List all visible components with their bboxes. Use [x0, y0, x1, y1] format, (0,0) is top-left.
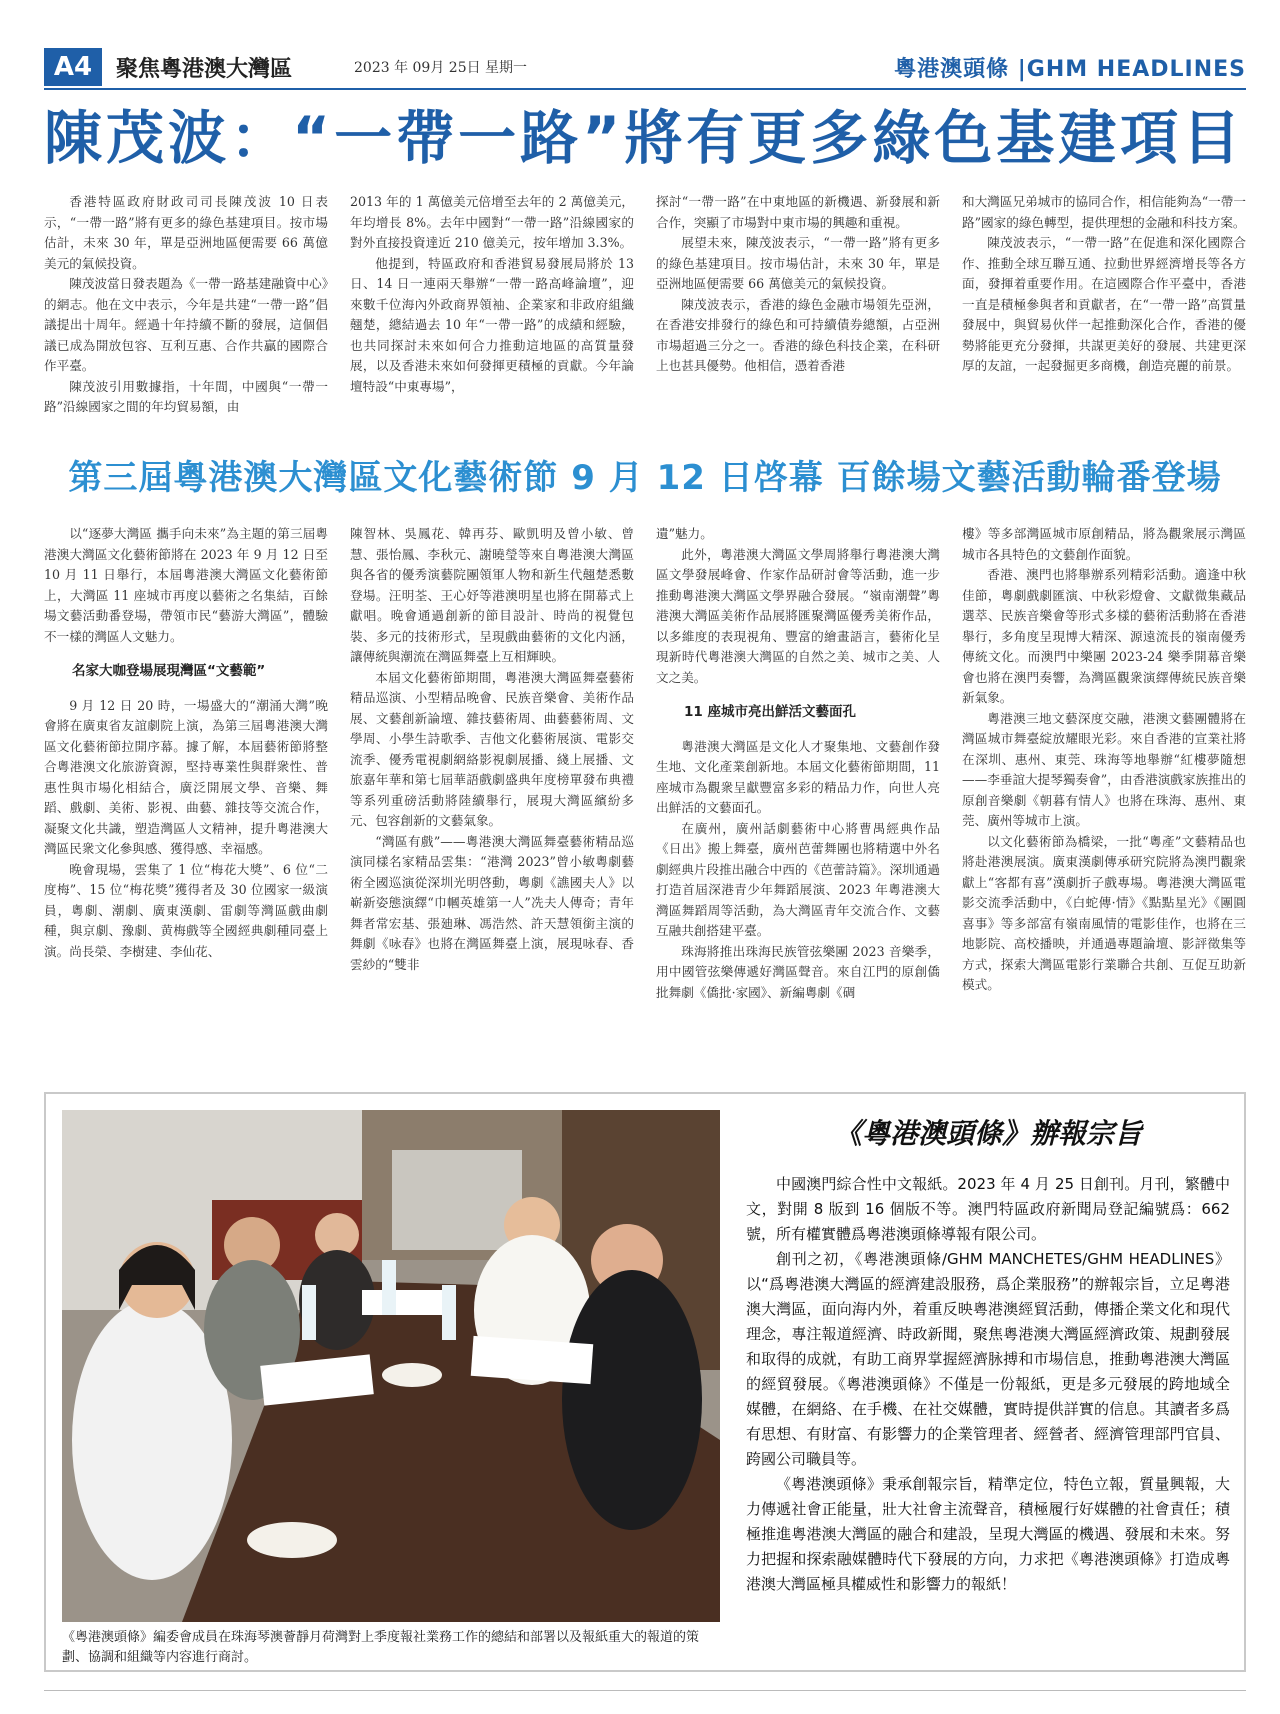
article1-body — [44, 192, 1246, 434]
paragraph: 粵港澳大灣區是文化人才聚集地、文藝創作發生地、文化產業創新地。本屆文化藝術節期間，11 座城市為觀衆呈獻豐富多彩的精品力作，向世人亮出鮮活的文藝面孔。 — [656, 738, 940, 815]
paragraph: 本屆文化藝術節期間，粵港澳大灣區舞臺藝術精品巡演、小型精品晚會、民族音樂會、美術作品展、文藝創新論壇、雜技藝術周、曲藝藝術周、文學周、小學生詩歌季、吉他文化藝術展演、電影交流季、優秀電視劇網絡影視劇展播、綫上展播、文旅嘉年華和第七屆華語戲劇盛典年度榜單發布典禮等系列重磅活動將陸續舉行，展現大灣區繽紛多元、包容創新的文藝氣象。 — [350, 669, 634, 828]
article1-column — [962, 192, 1246, 434]
paragraph: 陳茂波引用數據指，十年間，中國與“一帶一路”沿線國家之間的年均貿易額，由 — [44, 378, 328, 414]
page-header — [44, 48, 1246, 88]
meeting-photo-illustration — [62, 1110, 720, 1622]
paragraph: 探討“一帶一路”在中東地區的新機遇、新發展和新合作，突顯了市場對中東市場的興趣和重視。 — [656, 194, 940, 230]
section-name: 聚焦粵港澳大灣區 — [116, 57, 293, 82]
paragraph: “灣區有戲”——粵港澳大灣區舞臺藝術精品巡演同樣名家精品雲集：“港灣 2023”曾小敏粵劇藝術全國巡演從深圳光明啓動，粵劇《譙國夫人》以嶄新姿態演繹“巾幗英雄第一人”冼夫人傳奇；青年舞者常宏基、張廸琳、馮浩然、許天慧領銜主演的舞劇《咏春》也將在灣區舞臺上演，展現咏春、香雲紗的“雙非 — [350, 833, 634, 972]
paragraph: 陳茂波當日發表題為《一帶一路基建融資中心》的網志。他在文中表示，今年是共建“一帶一路”倡議提出十周年。經過十年持續不斷的發展，這個倡議已成為開放包容、互利互惠、合作共贏的國際合作平臺。 — [44, 276, 328, 373]
paragraph: 粵港澳三地文藝深度交融，港澳文藝團體將在灣區城市舞臺綻放耀眼光彩。來自香港的宣業社將在深圳、惠州、東莞、珠海等地舉辦“紅樓夢隨想——李垂誼大提琴獨奏會”，由香港演戲家族推出的原創音樂劇《朝暮有情人》也將在珠海、惠州、東莞、廣州等城市上演。 — [962, 710, 1246, 828]
paragraph: 陳智林、吳鳳花、韓再芬、歐凱明及曾小敏、曾慧、張怡鳳、李秋元、謝曉瑩等來自粵港澳大灣區與各省的優秀演藝院團領軍人物和新生代翹楚悉數登場。汪明荃、王心妤等港澳明星也將在開幕式上獻唱。晚會通過創新的節目設計、時尚的視覺包裝、多元的技術形式，呈現戲曲藝術的文化内涵，讓傳統與潮流在灣區舞臺上互相輝映。 — [350, 526, 634, 664]
paragraph: 9 月 12 日 20 時，一場盛大的“潮涌大灣”晚會將在廣東省友誼劇院上演，為第三屆粵港澳大灣區文化藝術節拉開序幕。據了解，本屆藝術節將整合粵港澳文化旅游資源，堅持專業性與群衆性、普惠性與市場化相結合，廣泛開展文學、音樂、舞蹈、戲劇、美術、影視、曲藝、雜技等交流合作，凝聚文化共識，塑造灣區人文精神，提升粵港澳大灣區民衆文化參與感、獲得感、幸福感。 — [44, 697, 328, 856]
paragraph: 創刊之初，《粵港澳頭條/GHM MANCHETES/GHM HEADLINES》以“爲粵港澳大灣區的經濟建設服務，爲企業服務”的辦報宗旨，立足粵港澳大灣區，面向海内外，着重反映粵港澳經貿活動，傳播企業文化和現代理念，專注報道經濟、時政新聞，聚焦粵港澳大灣區經濟政策、規劃發展和取得的成就，有助工商界掌握經濟脉搏和市場信息，推動粵港澳大灣區的經貿發展。《粵港澳頭條》不僅是一份報紙，更是多元發展的跨地域全媒體，在網絡、在手機、在社交媒體，實時提供詳實的信息。其讀者多爲有思想、有財富、有影響力的企業管理者、經營者、經濟管理部門官員、跨國公司職員等。 — [746, 1250, 1230, 1468]
meeting-photo — [62, 1110, 720, 1622]
paragraph: 香港、澳門也將舉辦系列精彩活動。適逢中秋佳節，粵劇戲劇匯演、中秋彩燈會、文獻微集藏品選萃、民族音樂會等形式多樣的藝術活動將在香港舉行，多角度呈現博大精深、源遠流長的嶺南優秀傳統文化。而澳門中樂團 2023-24 樂季開幕音樂會也將在澳門奏響，為灣區觀衆演繹傳統民族音樂新氣象。 — [962, 567, 1246, 705]
paragraph: 樓》等多部灣區城市原創精品，將為觀衆展示灣區城市各具特色的文藝創作面貌。 — [962, 526, 1246, 562]
paragraph: 遺”魅力。 — [656, 526, 713, 541]
article1-column — [350, 192, 634, 434]
article1-headline: 陳茂波：“一帶一路”將有更多綠色基建項目 — [44, 104, 1245, 172]
paragraph: 中國澳門綜合性中文報紙。2023 年 4 月 25 日創刊。月刊，繁體中文，對開 8 版到 16 個版不等。澳門特區政府新聞局登記編號爲：662 號，所有權實體爲粵港澳頭條導報有限公司。 — [746, 1175, 1230, 1243]
paragraph: 以文化藝術節為橋梁，一批“粵產”文藝精品也將赴港澳展演。廣東漢劇傳承研究院將為澳門觀衆獻上“客都有喜”漢劇折子戲專場。粵港澳大灣區電影交流季活動中，《白蛇傳·情》《點點星光》《團圓喜事》等多部富有嶺南風情的電影佳作，也將在三地影院、高校播映，并通過專題論壇、影評徵集等方式，探索大灣區電影行業聯合共創、互促互助新模式。 — [962, 833, 1246, 992]
mission-box — [44, 1092, 1246, 1672]
article2-column — [44, 524, 328, 1078]
paragraph: 展望未來，陳茂波表示，“一帶一路”將有更多的綠色基建項目。按市場估計，未來 30 年，單是亞洲地區便需要 66 萬億美元的氣候投資。 — [656, 235, 940, 291]
paragraph: 《粵港澳頭條》秉承創報宗旨，精準定位，特色立報，質量興報，大力傳遞社會正能量，壯大社會主流聲音，積極履行好媒體的社會責任；積極推進粵港澳大灣區的融合和建設，呈現大灣區的機遇、發展和未來。努力把握和探索融媒體時代下發展的方向，力求把《粵港澳頭條》打造成粵港澳大灣區極具權威性和影響力的報紙！ — [746, 1475, 1230, 1593]
paragraph: 和大灣區兄弟城市的協同合作，相信能夠為“一帶一路”國家的綠色轉型，提供理想的金融和科技方案。 — [962, 194, 1246, 230]
masthead-brand: 粵港澳頭條 |GHM HEADLINES — [894, 57, 1246, 82]
paragraph: 他提到，特區政府和香港貿易發展局將於 13 日、14 日一連兩天舉辦“一帶一路高峰論壇”，迎來數千位海內外政商界領袖、企業家和非政府組織翹楚，總結過去 10 年“一帶一路”的成績和經驗，也共同探討未來如何合力推動這地區的高質量發展，以及香港未來如何發揮更積極的貢獻。今年論壇特設“中東專場”， — [350, 255, 634, 394]
paragraph: 在廣州，廣州話劇藝術中心將曹禺經典作品《日出》搬上舞臺，廣州芭蕾舞團也將精選中外名劇經典片段推出融合中西的《芭蕾詩篇》。深圳通過打造首屆深港青少年舞蹈展演、2023 年粵港澳大灣區舞蹈周等活動，為大灣區青年交流合作、文藝互融共創搭建平臺。 — [656, 820, 940, 938]
paragraph: 2013 年的 1 萬億美元倍增至去年的 2 萬億美元，年均增長 8%。去年中國對“一帶一路”沿線國家的對外直接投資達近 210 億美元，按年增加 3.3%。 — [350, 194, 634, 250]
paragraph: 陳茂波表示，“一帶一路”在促進和深化國際合作、推動全球互聯互通、拉動世界經濟增長等各方面，發揮着重要作用。在這國際合作平臺中，香港一直是積極參與者和貢獻者，在“一帶一路”高質量發展中，與貿易伙伴一起推動深化合作，香港的優勢將能更充分發揮，共謀更美好的發展、共建更深厚的友誼，一起發掘更多商機，創造亮麗的前景。 — [962, 235, 1246, 373]
article2-column — [656, 524, 940, 1078]
issue-date: 2023 年 09月 25日 星期一 — [354, 60, 528, 76]
paragraph: 以“逐夢大灣區 攜手向未來”為主題的第三屆粵港澳大灣區文化藝術節將在 2023 年 9 月 12 日至 10 月 11 日舉行，本屆粵港澳大灣區文化藝術節上，大灣區 11 座城市再度以藝術之名集結，百餘場文藝活動番登場，帶領市民“藝游大灣區”，體驗不一樣的灣區人文魅力。 — [44, 526, 328, 644]
paragraph: 陳茂波表示，香港的綠色金融市場領先亞洲，在香港安排發行的綠色和可持續債券總額，占亞洲市場超過三分之一。香港的綠色科技企業，在科研上也甚具優勢。他相信，憑着香港 — [656, 296, 940, 373]
paragraph: 此外，粵港澳大灣區文學周將舉行粵港澳大灣區文學發展峰會、作家作品研討會等活動，進一步推動粵港澳大灣區文學界融合發展。“嶺南潮聲”粵港澳大灣區美術作品展將匯聚灣區優秀美術作品，以多維度的表現視角、豐富的繪畫語言，藝術化呈現新時代粵港澳大灣區的自然之美、城市之美、人文之美。 — [656, 546, 940, 685]
mission-text — [746, 1172, 1230, 1597]
footer-divider — [44, 1690, 1246, 1691]
article2-headline: 第三屆粵港澳大灣區文化藝術節 9 月 12 日啓幕 百餘場文藝活動輪番登場 — [68, 458, 1222, 498]
photo-caption: 《粵港澳頭條》編委會成員在珠海琴澳薈靜月荷灣對上季度報社業務工作的總結和部署以及報紙重大的報道的策劃、協調和組織等内容進行商討。 — [62, 1630, 700, 1665]
page-number: A4 — [44, 48, 102, 86]
subheading: 名家大咖登場展現灣區“文藝範” — [72, 663, 266, 679]
mission-title: 《粵港澳頭條》辦報宗旨 — [833, 1117, 1142, 1150]
article1-column — [44, 192, 328, 434]
paragraph: 珠海將推出珠海民族管弦樂團 2023 音樂季，用中國管弦樂傳遞好灣區聲音。來自江門的原創僑批舞劇《僑批·家國》、新編粵劇《碉 — [656, 943, 940, 1000]
paragraph: 香港特區政府財政司司長陳茂波 10 日表示，“一帶一路”將有更多的綠色基建項目。按市場估計，未來 30 年，單是亞洲地區便需要 66 萬億美元的氣候投資。 — [44, 194, 328, 271]
article2-column — [350, 524, 634, 1078]
article2-body — [44, 524, 1246, 1078]
article2-column — [962, 524, 1246, 1078]
header-divider — [44, 88, 1246, 90]
article1-column — [656, 192, 940, 434]
paragraph: 晚會現場，雲集了 1 位“梅花大獎”、6 位“二度梅”、15 位“梅花獎”獲得者及 30 位國家一級演員，粵劇、潮劇、廣東漢劇、雷劇等灣區戲曲劇種，與京劇、豫劇、黄梅戲等全國經典劇種同臺上演。尚長榮、李樹建、李仙花、 — [44, 861, 328, 959]
subheading: 11 座城市亮出鮮活文藝面孔 — [684, 704, 856, 720]
